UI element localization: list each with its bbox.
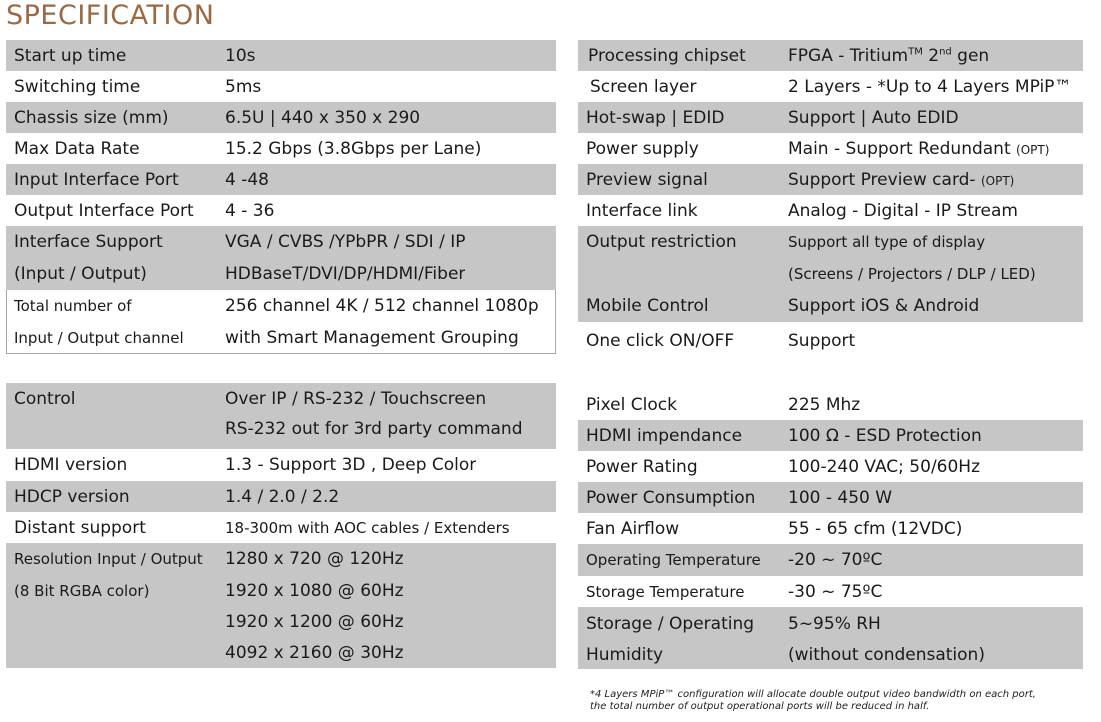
spec-label: Humidity [586,644,664,665]
spec-label: Hot-swap | EDID [586,107,725,128]
spec-label: Chassis size (mm) [14,107,169,128]
spec-value: Over IP / RS-232 / Touchscreen [225,389,487,409]
spec-value: 1280 x 720 @ 120Hz [225,549,404,569]
spec-value: 1.3 - Support 3D , Deep Color [225,455,477,475]
spec-row [578,482,1083,513]
spec-table-right-bottom [578,389,1083,669]
spec-row [578,420,1083,451]
spec-row [578,640,1083,669]
spec-value: 100 Ω - ESD Protection [788,425,982,446]
spec-value: 4092 x 2160 @ 30Hz [225,642,404,663]
spec-value: 1.4 / 2.0 / 2.2 [225,486,340,507]
spec-row [578,226,1083,258]
spec-value [788,139,1049,159]
spec-label: Power Consumption [586,487,756,508]
spec-value: Analog - Digital - IP Stream [788,200,1018,221]
spec-label: Switching time [14,76,141,97]
spec-value: 1920 x 1200 @ 60Hz [225,611,404,632]
spec-row [6,195,556,226]
spec-row [6,322,556,354]
spec-value-text: FPGA - Tritium [788,45,909,66]
spec-value [788,170,1014,190]
spec-label: Power Rating [586,456,698,477]
spec-value: Support all type of display [788,233,986,251]
spec-value: 225 Mhz [788,394,861,415]
spec-label: HDCP version [14,486,130,507]
spec-label: Output Interface Port [14,200,194,221]
spec-value: VGA / CVBS /YPbPR / SDI / IP [225,232,466,252]
spec-value: 5~95% RH [788,613,881,634]
optional-tag: (OPT) [980,173,1015,188]
footnote [590,689,1036,713]
spec-value: 100-240 VAC; 50/60Hz [788,456,981,477]
spec-value: with Smart Management Grouping [225,327,519,348]
ordinal-sup: nd [939,45,952,57]
spec-value-text: gen [951,45,990,66]
spec-value: 4 - 36 [225,200,275,221]
spec-value: 15.2 Gbps (3.8Gbps per Lane) [225,138,482,159]
spec-row [6,383,556,417]
spec-label: Output restriction [586,232,737,252]
spec-row [578,389,1083,420]
spec-row [6,449,556,481]
spec-table-right-top [578,40,1083,360]
optional-tag: (OPT) [1016,142,1050,157]
spec-label: Total number of [14,297,132,315]
spec-row [578,164,1083,195]
spec-row [578,133,1083,164]
footnote-line: the total number of output operational ports will be reduced in half. [590,701,930,712]
spec-label: Operating Temperature [586,551,761,569]
spec-row [6,71,556,102]
spec-row [578,195,1083,226]
spec-label: Screen layer [590,76,697,97]
spec-row [578,576,1083,607]
spec-row [578,290,1083,322]
spec-value: 2 Layers - *Up to 4 Layers MPiP™ [788,76,1072,97]
spec-row [578,71,1083,102]
spec-value: 55 - 65 cfm (12VDC) [788,518,963,539]
spec-row [578,40,1083,71]
spec-row [6,481,556,512]
spec-row [6,575,556,606]
spec-table-left-bottom [6,383,556,668]
footnote-line: *4 Layers MPiP™ configuration will allocate double output video bandwidth on each port, [590,689,1036,700]
spec-row [578,102,1083,133]
spec-row [6,102,556,133]
spec-value: 5ms [225,76,262,97]
spec-label: Power supply [586,138,699,159]
spec-label: (Input / Output) [14,264,147,284]
spec-row [6,512,556,543]
spec-row [6,637,556,668]
spec-value: Support iOS & Android [788,296,980,316]
spec-row [6,543,556,575]
spec-label: One click ON/OFF [586,331,735,351]
spec-value: Support | Auto EDID [788,107,959,128]
spec-row [6,258,556,290]
spec-value: 100 - 450 W [788,487,893,508]
spec-value: 6.5U | 440 x 350 x 290 [225,107,421,128]
spec-label: (8 Bit RGBA color) [14,581,150,600]
spec-value: Support [788,331,856,351]
spec-label: Interface link [586,200,698,221]
spec-label: Start up time [14,45,127,66]
spec-label: Max Data Rate [14,138,140,159]
spec-label: Storage Temperature [586,582,745,601]
spec-value-text: 2 [922,45,940,66]
spec-row [6,290,556,322]
spec-row [578,258,1083,290]
spec-label: Fan Airflow [586,518,680,539]
spec-value [788,46,989,66]
spec-label: HDMI version [14,455,128,475]
spec-row [578,451,1083,482]
spec-value: 256 channel 4K / 512 channel 1080p [225,296,539,316]
spec-value: (Screens / Projectors / DLP / LED) [788,265,1036,283]
spec-label: Interface Support [14,232,163,252]
spec-value-text: Support Preview card- [788,169,981,190]
spec-label: Preview signal [586,169,708,190]
trademark-sup: TM [908,45,923,57]
spec-label: Distant support [14,517,146,538]
spec-table-left-top [6,40,556,354]
spec-row [6,40,556,71]
spec-value: 1920 x 1080 @ 60Hz [225,580,404,601]
spec-label: Processing chipset [588,45,746,66]
spec-value-text: Main - Support Redundant [788,138,1017,159]
spec-label: HDMI impendance [586,425,743,446]
spec-value: 10s [225,45,256,66]
spec-value: RS-232 out for 3rd party command [225,419,523,439]
spec-label: Pixel Clock [586,394,677,415]
spec-value: 4 -48 [225,169,269,190]
spec-row [6,133,556,164]
spec-label: Input Interface Port [14,169,179,190]
spec-value: HDBaseT/DVI/DP/HDMI/Fiber [225,264,466,284]
spec-value: 18-300m with AOC cables / Extenders [225,518,510,537]
spec-label: Control [14,389,76,409]
spec-row [578,544,1083,576]
spec-row [6,226,556,258]
spec-value: -30 ~ 75ºC [788,581,883,602]
spec-label: Storage / Operating [586,613,755,634]
spec-row [578,513,1083,544]
spec-row [6,417,556,449]
spec-value: (without condensation) [788,644,985,665]
spec-label: Resolution Input / Output [14,550,203,568]
spec-row [578,322,1083,360]
spec-row [6,164,556,195]
spec-row [6,606,556,637]
spec-label: Input / Output channel [14,328,184,347]
spec-row [578,607,1083,640]
spec-label: Mobile Control [586,296,709,316]
page-title: SPECIFICATION [6,0,215,31]
spec-value: -20 ~ 70ºC [788,550,883,570]
